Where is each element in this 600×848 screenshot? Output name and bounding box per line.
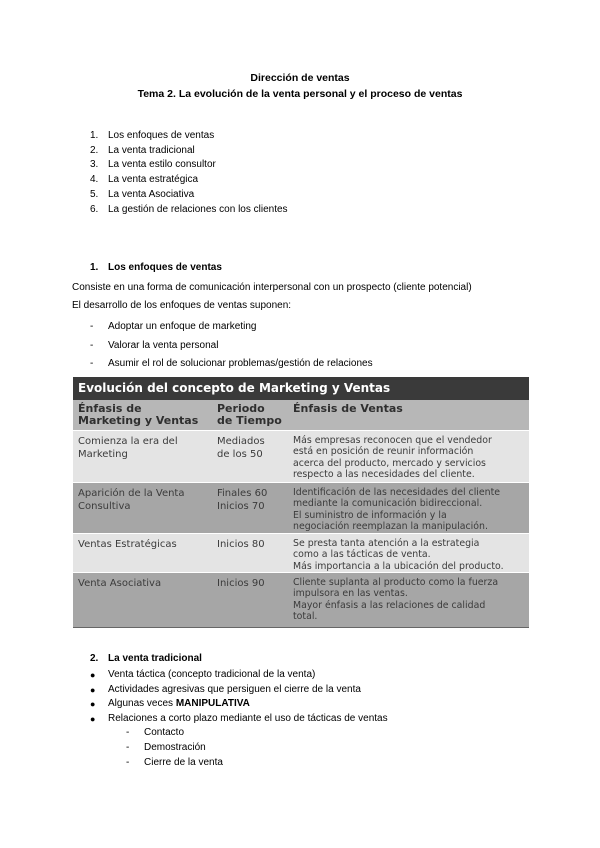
toc-item: 5. La venta Asociativa bbox=[90, 188, 195, 200]
table-cell: Finales 60 Inicios 70 bbox=[217, 488, 268, 512]
table-cell: Ventas Estratégicas bbox=[78, 539, 177, 550]
list-item: ● Algunas veces MANIPULATIVA bbox=[90, 697, 388, 712]
marketing-evolution-table bbox=[73, 377, 529, 633]
toc-item: 3. La venta estilo consultor bbox=[90, 159, 216, 171]
table-cell: Aparición de la Venta Consultiva bbox=[78, 488, 185, 512]
section-1-heading: 1. Los enfoques de ventas bbox=[90, 262, 222, 273]
bullet-icon: ● bbox=[90, 684, 96, 695]
table-cell: Comienza la era del Marketing bbox=[78, 436, 178, 460]
bullet-icon: ● bbox=[90, 670, 96, 680]
section-2-bullet-list bbox=[90, 668, 388, 726]
table-cell: Venta Asociativa bbox=[78, 578, 162, 589]
section-2-heading: 2. La venta tradicional bbox=[90, 653, 202, 664]
toc-item: 2. La venta tradicional bbox=[90, 144, 195, 156]
bullet-icon: ● bbox=[90, 699, 96, 710]
toc-item: 1. Los enfoques de ventas bbox=[90, 130, 215, 141]
table-row bbox=[73, 534, 529, 573]
list-item: ● Venta táctica (concepto tradicional de la venta) bbox=[90, 668, 388, 683]
table-cell: Mediados de los 50 bbox=[217, 436, 265, 460]
table-row bbox=[73, 431, 529, 483]
section-1-paragraph-2: El desarrollo de los enfoques de ventas suponen: bbox=[72, 300, 292, 311]
table-cell: Cliente suplanta al producto como la fuerza impulsora en las ventas. Mayor énfasis a las relaciones de calidad total. bbox=[293, 577, 499, 622]
table-cell: Más empresas reconocen que el vendedor está en posición de reunir información acerca del producto, mercado y servicios respecto a las necesidades del cliente. bbox=[293, 435, 492, 480]
section-1-paragraph-1: Consiste en una forma de comunicación interpersonal con un prospecto (cliente potencial) bbox=[72, 282, 472, 293]
subject-title: Dirección de ventas bbox=[250, 72, 350, 84]
table-cell: Se presta tanta atención a la estrategia como a las tácticas de venta. Más importancia a la ubicación del producto. bbox=[293, 538, 504, 572]
section-1-list bbox=[90, 318, 373, 374]
table-row bbox=[73, 573, 529, 628]
table-cell: Inicios 90 bbox=[217, 578, 265, 589]
table-header-cell: Énfasis de Marketing y Ventas bbox=[78, 402, 199, 427]
list-item: ● Relaciones a corto plazo mediante el uso de tácticas de ventas bbox=[90, 712, 388, 727]
bullet-icon: ● bbox=[90, 713, 96, 724]
list-item: - Valorar la venta personal bbox=[90, 339, 219, 351]
table-row bbox=[73, 483, 529, 534]
table-header-row bbox=[73, 400, 529, 431]
toc-item: 4. La venta estratégica bbox=[90, 174, 199, 186]
section-2-sub-list bbox=[126, 725, 223, 770]
list-item: - Asumir el rol de solucionar problemas/gestión de relaciones bbox=[90, 358, 373, 369]
table-title: Evolución del concepto de Marketing y Ventas bbox=[73, 377, 529, 400]
table-of-contents bbox=[90, 129, 288, 217]
list-item: - Contacto bbox=[126, 727, 185, 738]
emphasis: MANIPULATIVA bbox=[175, 698, 250, 710]
table-cell: Inicios 80 bbox=[217, 539, 265, 550]
table-header-cell: Énfasis de Ventas bbox=[293, 402, 403, 415]
topic-title: Tema 2. La evolución de la venta personal y el proceso de ventas bbox=[137, 88, 463, 100]
table-cell: Identificación de las necesidades del cliente mediante la comunicación bidireccional. El suministro de información y la negociación reemplazan la manipulación. bbox=[293, 487, 501, 532]
list-item: ● Actividades agresivas que persiguen el cierre de la venta bbox=[90, 683, 388, 698]
document-header bbox=[0, 70, 600, 102]
list-item: - Adoptar un enfoque de marketing bbox=[90, 321, 257, 332]
toc-item: 6. La gestión de relaciones con los clientes bbox=[90, 203, 288, 215]
list-item: - Cierre de la venta bbox=[126, 757, 223, 768]
list-item: - Demostración bbox=[126, 742, 206, 753]
table-header-cell: Periodo de Tiempo bbox=[217, 402, 282, 427]
